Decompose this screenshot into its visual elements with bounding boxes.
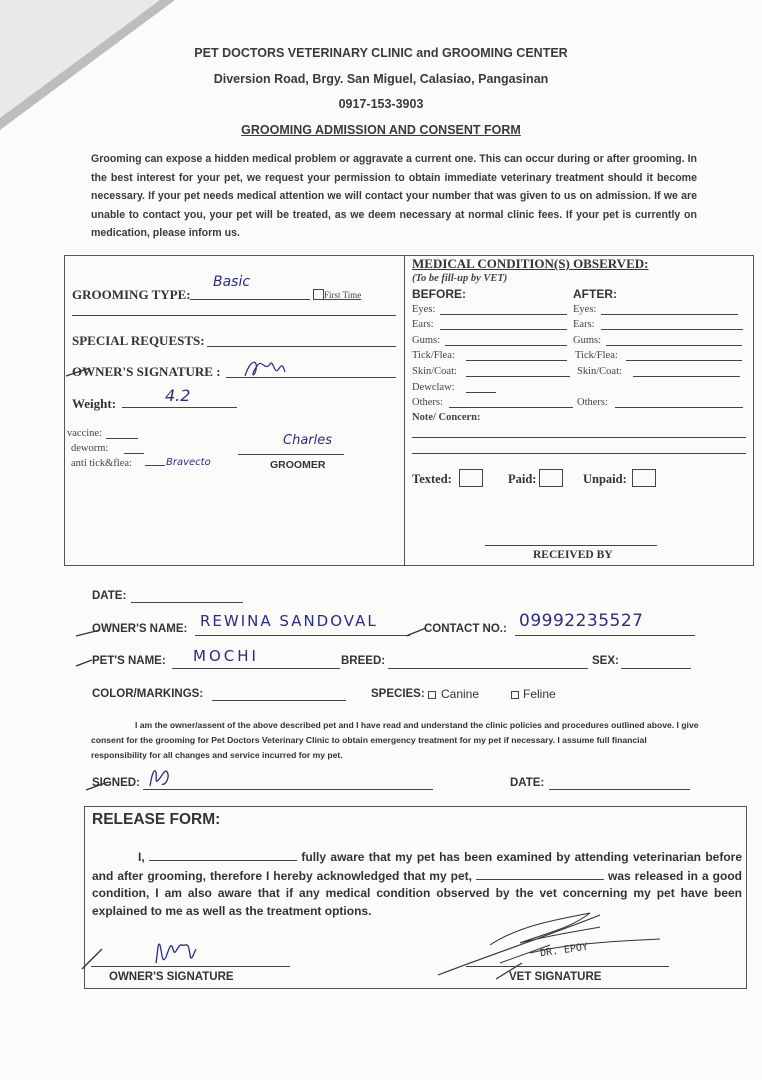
owner-signature-mark bbox=[60, 354, 360, 384]
after-line[interactable] bbox=[606, 345, 742, 346]
color-markings-label: COLOR/MARKINGS: bbox=[92, 688, 204, 700]
weight-label: Weight: bbox=[72, 396, 117, 411]
release-text-2: fully aware that my pet has been examined by attending veterinarian before and after grooming, therefore I hereby acknowledged that my pet, bbox=[92, 850, 742, 883]
vet-signature-line[interactable] bbox=[466, 966, 669, 967]
signed-signature bbox=[84, 764, 204, 794]
release-text-3: was released in a good condition, I am also aware that if any medical condition observed by the vet concerning my pet have been explained to me as well as the treatment options. bbox=[92, 868, 742, 918]
sex-label: SEX: bbox=[592, 655, 619, 667]
owner-signature-label: OWNER'S SIGNATURE : bbox=[72, 364, 221, 379]
before-item: Ears: bbox=[412, 319, 434, 330]
paid-checkbox[interactable] bbox=[539, 469, 563, 487]
release-text-1: I, bbox=[138, 850, 145, 864]
before-item: Dewclaw: bbox=[412, 382, 455, 393]
date-label: DATE: bbox=[92, 590, 127, 602]
paid-label: Paid: bbox=[508, 472, 537, 486]
before-item: Tick/Flea: bbox=[412, 350, 455, 361]
before-line[interactable] bbox=[440, 314, 567, 315]
before-item: Others: bbox=[412, 397, 443, 408]
vet-name-value: DR. EPOY bbox=[539, 941, 589, 960]
before-item: Gums: bbox=[412, 335, 441, 346]
signed-label: SIGNED: bbox=[92, 777, 140, 789]
before-item: Eyes: bbox=[412, 304, 436, 315]
anti-tick-line[interactable] bbox=[145, 465, 165, 466]
after-line[interactable] bbox=[601, 314, 738, 315]
consent-paragraph bbox=[91, 718, 701, 763]
unpaid-checkbox[interactable] bbox=[632, 469, 656, 487]
release-owner-signature-line[interactable] bbox=[91, 966, 290, 967]
sex-line[interactable] bbox=[621, 668, 691, 669]
deworm-line[interactable] bbox=[124, 453, 144, 454]
after-line[interactable] bbox=[633, 376, 740, 377]
medical-title: MEDICAL CONDITION(S) OBSERVED: bbox=[412, 256, 649, 271]
canine-label: Canine bbox=[441, 687, 480, 701]
grooming-type-line-2 bbox=[72, 315, 396, 316]
date-line[interactable] bbox=[131, 602, 243, 603]
grooming-type-label: GROOMING TYPE: bbox=[72, 287, 191, 302]
owner-name-line[interactable] bbox=[195, 635, 410, 636]
before-line[interactable] bbox=[445, 345, 567, 346]
groomer-label: GROOMER bbox=[270, 459, 326, 471]
color-markings-line[interactable] bbox=[212, 700, 346, 701]
form-title: GROOMING ADMISSION AND CONSENT FORM bbox=[241, 123, 521, 137]
panel-divider bbox=[404, 255, 405, 565]
breed-line[interactable] bbox=[388, 668, 588, 669]
texted-checkbox[interactable] bbox=[459, 469, 483, 487]
deworm-label: deworm: bbox=[71, 443, 109, 454]
owner-name-label: OWNER'S NAME: bbox=[92, 623, 188, 635]
vet-signature-label: VET SIGNATURE bbox=[509, 971, 602, 983]
before-label: BEFORE: bbox=[412, 287, 466, 301]
canine-checkbox[interactable] bbox=[428, 691, 436, 699]
before-line[interactable] bbox=[449, 407, 573, 408]
received-by-line[interactable] bbox=[485, 545, 657, 546]
after-item: Tick/Flea: bbox=[575, 350, 618, 361]
breed-label: BREED: bbox=[341, 655, 386, 667]
medical-subtitle: (To be fill-up by VET) bbox=[412, 273, 508, 284]
clinic-address: Diversion Road, Brgy. San Miguel, Calasiao, Pangasinan bbox=[213, 72, 549, 86]
release-title: RELEASE FORM: bbox=[92, 811, 221, 828]
first-time-label: First Time bbox=[324, 290, 362, 300]
weight-line[interactable] bbox=[122, 407, 237, 408]
after-item: Skin/Coat: bbox=[577, 366, 622, 377]
grooming-type-value[interactable]: Basic bbox=[213, 274, 251, 290]
feline-label: Feline bbox=[523, 687, 556, 701]
vaccine-line[interactable] bbox=[106, 438, 138, 439]
before-line[interactable] bbox=[466, 376, 570, 377]
after-item: Others: bbox=[577, 397, 608, 408]
after-item: Gums: bbox=[573, 335, 602, 346]
release-owner-signature-label: OWNER'S SIGNATURE bbox=[109, 971, 234, 983]
before-line[interactable] bbox=[440, 329, 567, 330]
note-line[interactable] bbox=[412, 437, 746, 438]
received-by-label: RECEIVED BY bbox=[533, 549, 613, 561]
after-line[interactable] bbox=[601, 329, 743, 330]
note-line[interactable] bbox=[412, 453, 746, 454]
clinic-name: PET DOCTORS VETERINARY CLINIC and GROOMING CENTER bbox=[194, 46, 568, 60]
pet-name-value: MOCHI bbox=[193, 647, 259, 665]
note-label: Note/ Concern: bbox=[412, 412, 481, 423]
texted-label: Texted: bbox=[412, 472, 452, 486]
signed-date-line[interactable] bbox=[549, 789, 690, 790]
signed-date-label: DATE: bbox=[510, 777, 545, 789]
groomer-line[interactable] bbox=[238, 454, 344, 455]
release-pet-blank[interactable] bbox=[476, 867, 604, 880]
after-item: Ears: bbox=[573, 319, 595, 330]
after-line[interactable] bbox=[626, 360, 742, 361]
after-item: Eyes: bbox=[573, 304, 597, 315]
anti-tick-value: Bravecto bbox=[166, 457, 211, 468]
after-line[interactable] bbox=[615, 407, 743, 408]
release-owner-signature bbox=[78, 935, 308, 975]
vaccine-label: vaccine: bbox=[67, 428, 102, 439]
after-label: AFTER: bbox=[573, 287, 617, 301]
unpaid-label: Unpaid: bbox=[583, 472, 627, 486]
feline-checkbox[interactable] bbox=[511, 691, 519, 699]
special-requests-label: SPECIAL REQUESTS: bbox=[72, 333, 205, 348]
groomer-value: Charles bbox=[283, 433, 333, 448]
species-label: SPECIES: bbox=[371, 688, 425, 700]
contact-value: 09992235527 bbox=[519, 611, 644, 631]
weight-value: 4.2 bbox=[165, 386, 191, 405]
intro-paragraph: Grooming can expose a hidden medical problem or aggravate a current one. This can occur during or after grooming. In the best interest for your pet, we request your permission to obtain immediate veterinary treatment should it become necessary. If your pet needs medical attention we will contact your number that was given to us on admission. If we are unable to contact you, your pet will be treated, as we deem necessary at normal clinic fees. If your pet is currently on medication, please inform us. bbox=[91, 153, 697, 240]
first-time-checkbox[interactable] bbox=[313, 289, 324, 300]
grooming-type-line bbox=[190, 299, 310, 300]
contact-label: CONTACT NO.: bbox=[424, 623, 507, 635]
anti-tick-label: anti tick&flea: bbox=[71, 458, 132, 469]
contact-line[interactable] bbox=[515, 635, 695, 636]
before-line[interactable] bbox=[466, 360, 567, 361]
pet-name-line[interactable] bbox=[172, 668, 340, 669]
clinic-phone: 0917-153-3903 bbox=[338, 97, 424, 111]
special-requests-line[interactable] bbox=[207, 346, 396, 347]
consent-text: I am the owner/assent of the above described pet and I have read and understand the clinic policies and procedures outlined above. I give consent for the grooming for Pet Doctors Veterinary Clinic to obtain emergency treatment for my pet if necessary. I assume full financial responsibility for all changes and service incurred for my pet. bbox=[91, 720, 699, 760]
before-line[interactable] bbox=[466, 392, 496, 393]
pet-name-label: PET'S NAME: bbox=[92, 655, 166, 667]
before-item: Skin/Coat: bbox=[412, 366, 457, 377]
release-owner-blank[interactable] bbox=[149, 848, 297, 861]
owner-name-value: REWINA SANDOVAL bbox=[200, 612, 378, 630]
